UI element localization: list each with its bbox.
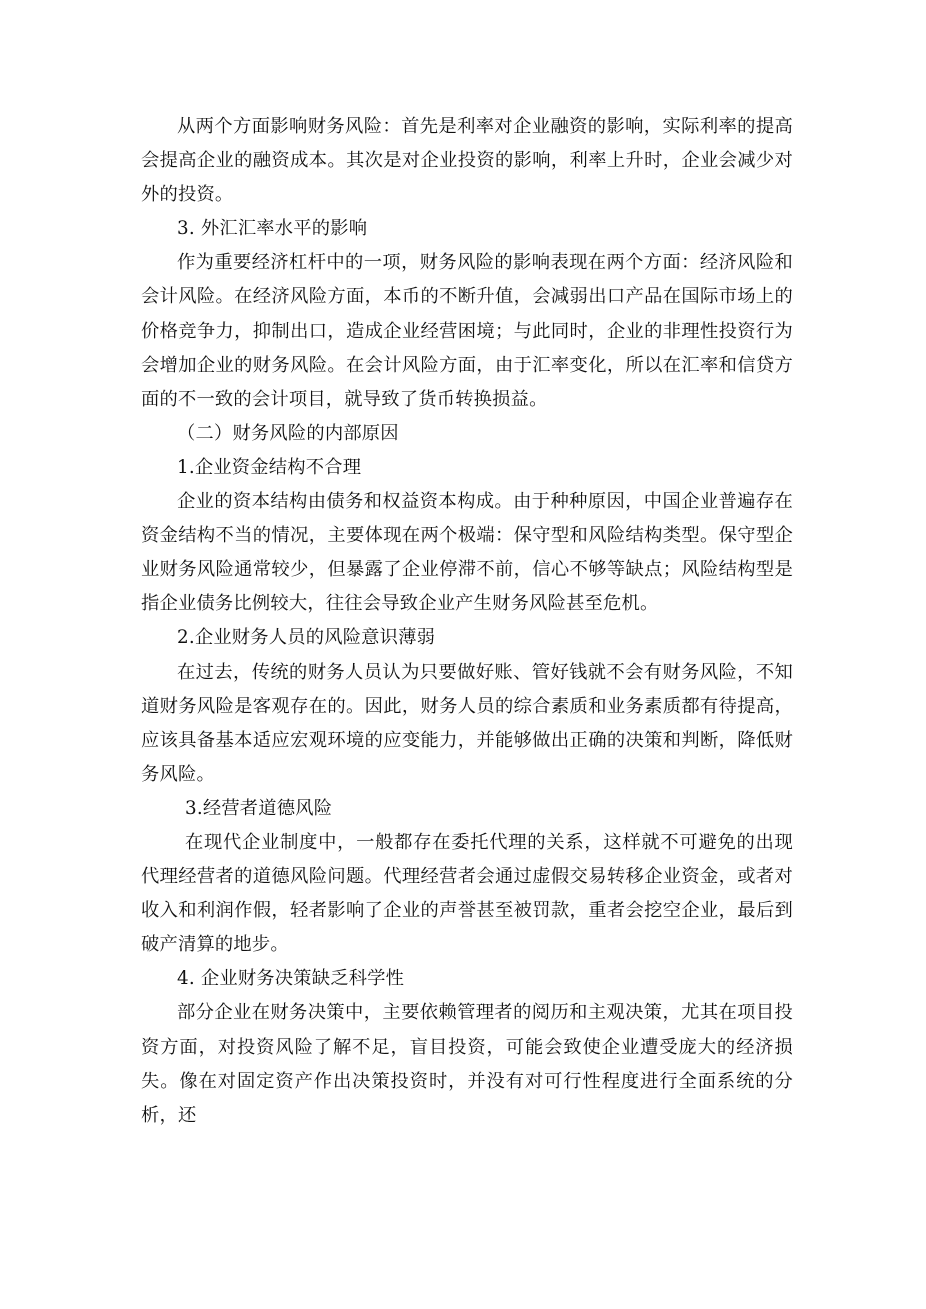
paragraph-risk-awareness: 在过去，传统的财务人员认为只要做好账、管好钱就不会有财务风险，不知道财务风险是客观存在的。因此，财务人员的综合素质和业务素质都有待提高，应该具备基本适应宏观环境的应变能力，并能够做出正确的决策和判断，降低财务风险。 [141,661,793,785]
heading-capital-structure: 1.企业资金结构不合理 [177,456,362,478]
heading-decision-science: 4. 企业财务决策缺乏科学性 [177,968,405,990]
paragraph-capital-structure: 企业的资本结构由债务和权益资本构成。由于种种原因，中国企业普遍存在资金结构不当的情况，主要体现在两个极端：保守型和风险结构类型。保守型企业财务风险通常较少，但暴露了企业停滞不前，信心不够等缺点；风险结构型是指企业债务比例较大，往往会导致企业产生财务风险甚至危机。 [141,491,793,615]
paragraph-moral-hazard: 在现代企业制度中，一般都存在委托代理的关系，这样就不可避免的出现代理经营者的道德风险问题。代理经营者会通过虚假交易转移企业资金，或者对收入和利润作假，轻者影响了企业的声誉甚至被罚款，重者会挖空企业，最后到破产清算的地步。 [141,831,793,956]
heading-risk-awareness: 2.企业财务人员的风险意识薄弱 [177,627,436,649]
heading-exchange-rate: 3. 外汇汇率水平的影响 [177,218,368,240]
paragraph-exchange-rate: 作为重要经济杠杆中的一项，财务风险的影响表现在两个方面：经济风险和会计风险。在经济风险方面，本币的不断升值，会减弱出口产品在国际市场上的价格竞争力，抑制出口，造成企业经营困境；与此同时，企业的非理性投资行为会增加企业的财务风险。在会计风险方面，由于汇率变化，所以在汇率和信贷方面的不一致的会计项目，就导致了货币转换损益。 [141,252,793,410]
heading-moral-hazard: 3.经营者道德风险 [185,797,333,819]
document-body [141,110,793,1133]
heading-internal-causes: （二）财务风险的内部原因 [177,422,399,444]
paragraph-decision-science: 部分企业在财务决策中，主要依赖管理者的阅历和主观决策，尤其在项目投资方面，对投资风险了解不足，盲目投资，可能会致使企业遭受庞大的经济损失。像在对固定资产作出决策投资时，并没有对可行性程度进行全面系统的分析，还 [141,1002,793,1126]
paragraph-interest-rate: 从两个方面影响财务风险：首先是利率对企业融资的影响，实际利率的提高会提高企业的融资成本。其次是对企业投资的影响，利率上升时，企业会减少对外的投资。 [141,116,793,206]
